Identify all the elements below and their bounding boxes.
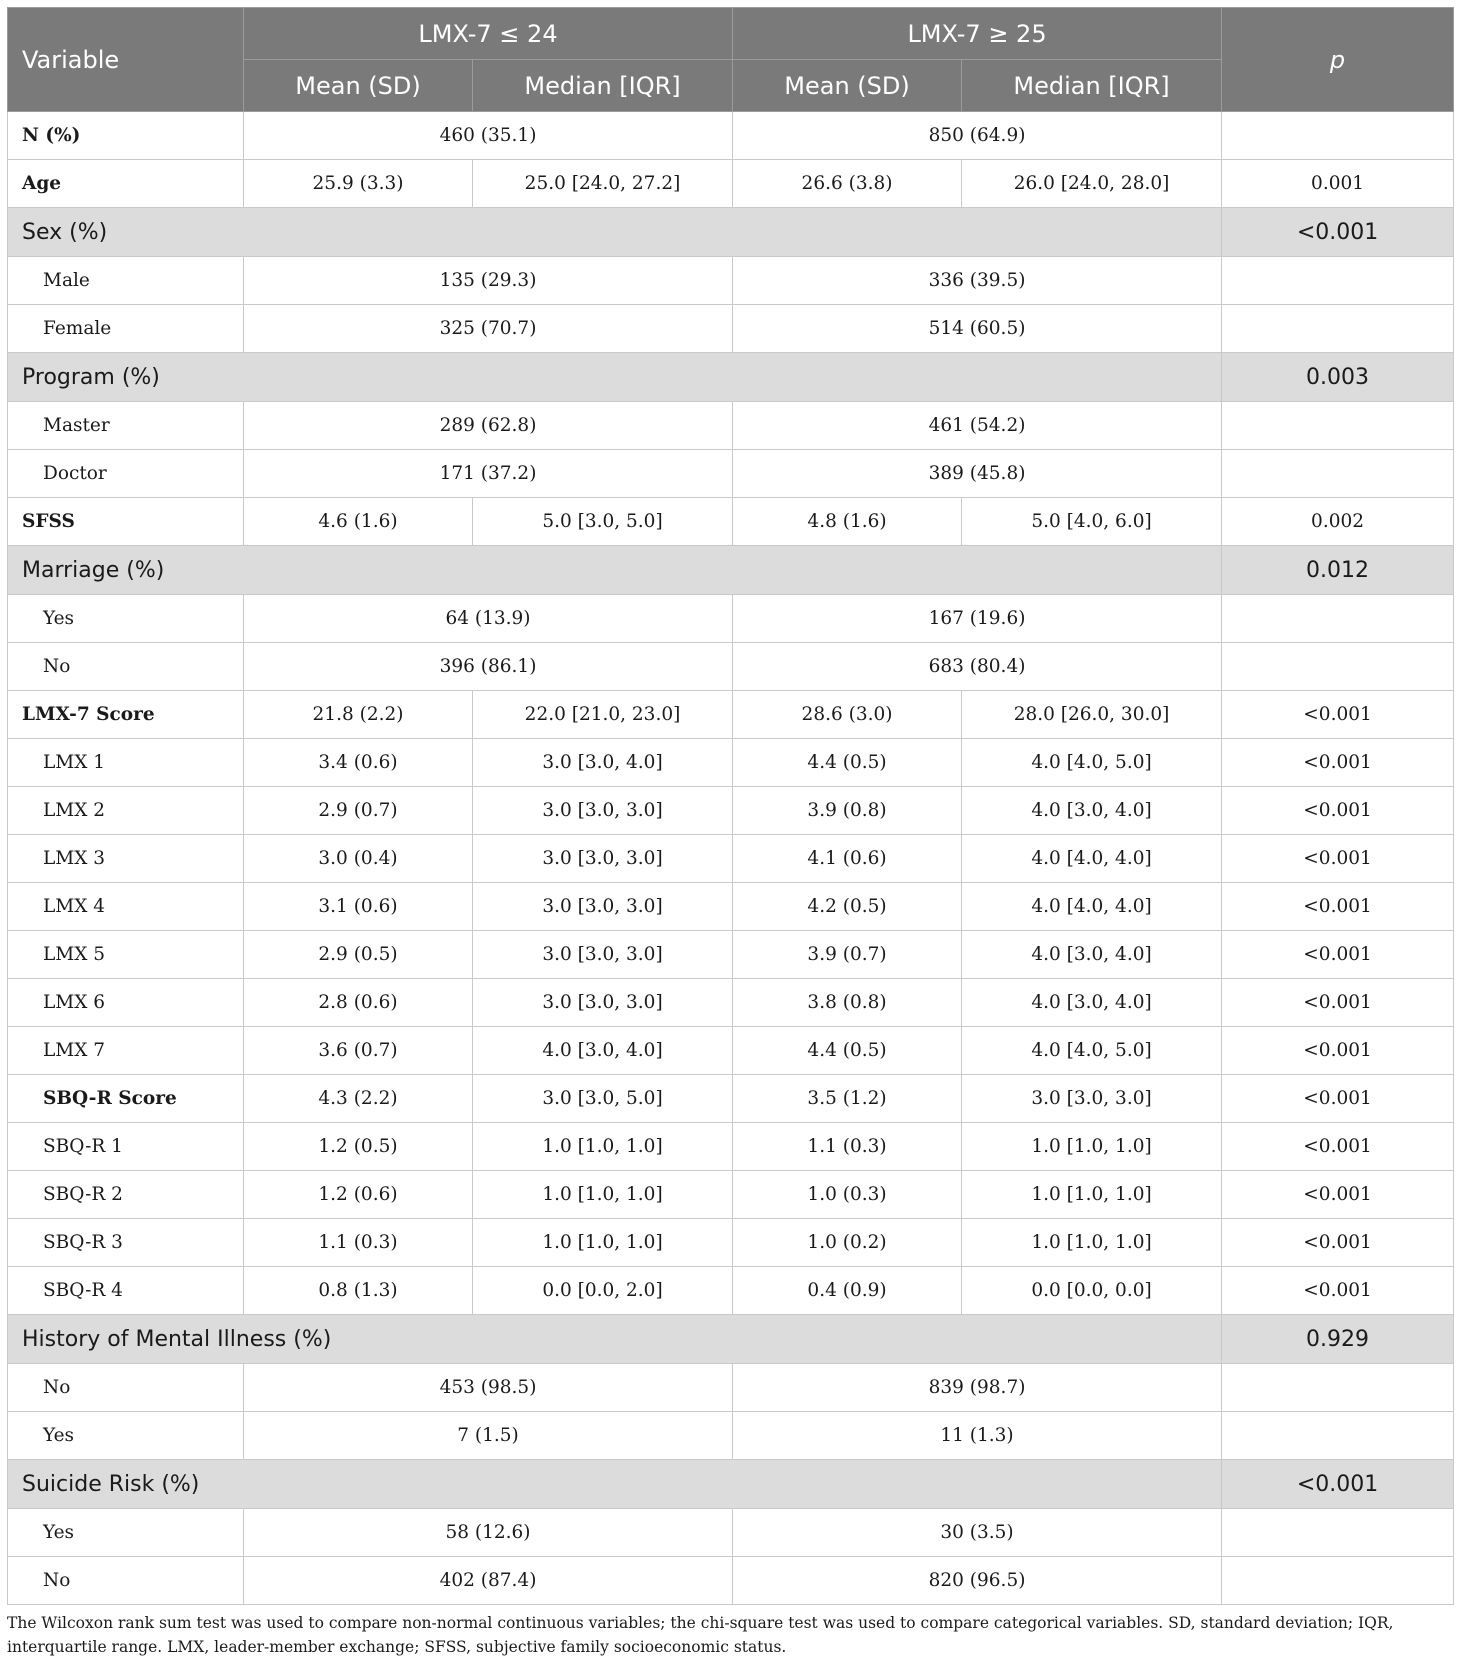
cell-mean-low: 1.2 (0.6) [244, 1171, 473, 1219]
row-label: Doctor [8, 450, 244, 498]
section-row [8, 208, 1454, 257]
cell-group-low: 58 (12.6) [244, 1509, 733, 1557]
cell-mean-high: 1.1 (0.3) [733, 1123, 962, 1171]
cell-mean-high: 26.6 (3.8) [733, 160, 962, 208]
cell-p: <0.001 [1222, 691, 1454, 739]
cell-group-low: 135 (29.3) [244, 257, 733, 305]
data-table [7, 7, 1454, 1605]
cell-group-high: 461 (54.2) [733, 402, 1222, 450]
cell-mean-high: 4.1 (0.6) [733, 835, 962, 883]
cell-group-high: 820 (96.5) [733, 1557, 1222, 1605]
cell-p: <0.001 [1222, 883, 1454, 931]
cell-median-high: 1.0 [1.0, 1.0] [962, 1171, 1222, 1219]
cell-median-low: 1.0 [1.0, 1.0] [473, 1219, 733, 1267]
cell-mean-high: 4.4 (0.5) [733, 739, 962, 787]
row-label: LMX 4 [8, 883, 244, 931]
table-row [8, 1075, 1454, 1123]
header-median-iqr: Median [IQR] [962, 60, 1222, 112]
cell-median-high: 4.0 [3.0, 4.0] [962, 979, 1222, 1027]
cell-group-high: 839 (98.7) [733, 1364, 1222, 1412]
table-container [7, 7, 1453, 1659]
cell-group-low: 171 (37.2) [244, 450, 733, 498]
cell-p: <0.001 [1222, 1027, 1454, 1075]
cell-group-high: 11 (1.3) [733, 1412, 1222, 1460]
cell-p: <0.001 [1222, 979, 1454, 1027]
table-row [8, 835, 1454, 883]
cell-mean-low: 0.8 (1.3) [244, 1267, 473, 1315]
cell-p [1222, 1412, 1454, 1460]
cell-median-high: 4.0 [3.0, 4.0] [962, 931, 1222, 979]
cell-mean-high: 3.8 (0.8) [733, 979, 962, 1027]
cell-p: <0.001 [1222, 931, 1454, 979]
table-row [8, 1027, 1454, 1075]
cell-median-high: 3.0 [3.0, 3.0] [962, 1075, 1222, 1123]
cell-group-low: 289 (62.8) [244, 402, 733, 450]
cell-p: 0.001 [1222, 160, 1454, 208]
header-group-low: LMX-7 ≤ 24 [244, 8, 733, 60]
table-row [8, 1267, 1454, 1315]
row-label: No [8, 1364, 244, 1412]
table-row [8, 691, 1454, 739]
cell-p: <0.001 [1222, 1219, 1454, 1267]
section-label: History of Mental Illness (%) [8, 1315, 1222, 1364]
section-label: Suicide Risk (%) [8, 1460, 1222, 1509]
table-row [8, 1412, 1454, 1460]
row-label: Master [8, 402, 244, 450]
section-row [8, 1315, 1454, 1364]
table-row [8, 931, 1454, 979]
table-row [8, 1364, 1454, 1412]
row-label: Yes [8, 1412, 244, 1460]
cell-group-high: 389 (45.8) [733, 450, 1222, 498]
table-row [8, 1509, 1454, 1557]
table-row [8, 1123, 1454, 1171]
row-label: LMX 6 [8, 979, 244, 1027]
cell-mean-high: 4.2 (0.5) [733, 883, 962, 931]
cell-mean-low: 4.6 (1.6) [244, 498, 473, 546]
cell-mean-low: 3.1 (0.6) [244, 883, 473, 931]
table-row [8, 595, 1454, 643]
table-row [8, 979, 1454, 1027]
cell-mean-high: 3.5 (1.2) [733, 1075, 962, 1123]
row-label: LMX-7 Score [8, 691, 244, 739]
row-label: SBQ-R 3 [8, 1219, 244, 1267]
cell-p [1222, 1364, 1454, 1412]
cell-p [1222, 450, 1454, 498]
row-label: LMX 3 [8, 835, 244, 883]
row-label: Yes [8, 595, 244, 643]
cell-mean-high: 3.9 (0.8) [733, 787, 962, 835]
cell-group-low: 460 (35.1) [244, 112, 733, 160]
cell-mean-low: 1.1 (0.3) [244, 1219, 473, 1267]
cell-median-high: 5.0 [4.0, 6.0] [962, 498, 1222, 546]
section-row [8, 353, 1454, 402]
cell-group-high: 30 (3.5) [733, 1509, 1222, 1557]
cell-mean-high: 28.6 (3.0) [733, 691, 962, 739]
table-row [8, 305, 1454, 353]
table-row [8, 1557, 1454, 1605]
table-row [8, 160, 1454, 208]
row-label: N (%) [8, 112, 244, 160]
cell-group-low: 64 (13.9) [244, 595, 733, 643]
cell-p: <0.001 [1222, 1123, 1454, 1171]
cell-median-high: 4.0 [4.0, 4.0] [962, 835, 1222, 883]
cell-mean-low: 2.9 (0.5) [244, 931, 473, 979]
header-variable: Variable [8, 8, 244, 112]
row-label: SFSS [8, 498, 244, 546]
header-mean-sd: Mean (SD) [244, 60, 473, 112]
cell-median-high: 4.0 [4.0, 5.0] [962, 739, 1222, 787]
section-row [8, 1460, 1454, 1509]
cell-group-high: 167 (19.6) [733, 595, 1222, 643]
cell-mean-low: 2.9 (0.7) [244, 787, 473, 835]
table-row [8, 498, 1454, 546]
table-row [8, 112, 1454, 160]
cell-median-high: 26.0 [24.0, 28.0] [962, 160, 1222, 208]
section-label: Marriage (%) [8, 546, 1222, 595]
cell-median-low: 3.0 [3.0, 3.0] [473, 787, 733, 835]
cell-p: 0.002 [1222, 498, 1454, 546]
cell-mean-high: 1.0 (0.2) [733, 1219, 962, 1267]
cell-mean-low: 3.4 (0.6) [244, 739, 473, 787]
cell-median-high: 28.0 [26.0, 30.0] [962, 691, 1222, 739]
row-label: Yes [8, 1509, 244, 1557]
cell-median-low: 3.0 [3.0, 3.0] [473, 883, 733, 931]
cell-p: 0.003 [1222, 353, 1454, 402]
cell-group-low: 402 (87.4) [244, 1557, 733, 1605]
table-row [8, 402, 1454, 450]
cell-median-high: 4.0 [3.0, 4.0] [962, 787, 1222, 835]
cell-group-high: 850 (64.9) [733, 112, 1222, 160]
cell-median-low: 3.0 [3.0, 5.0] [473, 1075, 733, 1123]
cell-p [1222, 1557, 1454, 1605]
row-label: Age [8, 160, 244, 208]
cell-p: 0.012 [1222, 546, 1454, 595]
cell-median-low: 5.0 [3.0, 5.0] [473, 498, 733, 546]
row-label: SBQ-R Score [8, 1075, 244, 1123]
cell-p: <0.001 [1222, 1267, 1454, 1315]
cell-p: 0.929 [1222, 1315, 1454, 1364]
cell-p [1222, 112, 1454, 160]
table-row [8, 1219, 1454, 1267]
row-label: SBQ-R 4 [8, 1267, 244, 1315]
cell-median-low: 4.0 [3.0, 4.0] [473, 1027, 733, 1075]
row-label: SBQ-R 1 [8, 1123, 244, 1171]
table-row [8, 883, 1454, 931]
cell-mean-low: 3.0 (0.4) [244, 835, 473, 883]
cell-median-high: 1.0 [1.0, 1.0] [962, 1123, 1222, 1171]
cell-p: <0.001 [1222, 1075, 1454, 1123]
cell-mean-high: 3.9 (0.7) [733, 931, 962, 979]
cell-median-low: 22.0 [21.0, 23.0] [473, 691, 733, 739]
cell-median-low: 3.0 [3.0, 4.0] [473, 739, 733, 787]
cell-p: <0.001 [1222, 739, 1454, 787]
cell-p [1222, 257, 1454, 305]
table-row [8, 257, 1454, 305]
section-label: Sex (%) [8, 208, 1222, 257]
table-row [8, 450, 1454, 498]
table-row [8, 643, 1454, 691]
cell-mean-low: 25.9 (3.3) [244, 160, 473, 208]
cell-mean-low: 2.8 (0.6) [244, 979, 473, 1027]
cell-median-low: 3.0 [3.0, 3.0] [473, 835, 733, 883]
cell-median-high: 4.0 [4.0, 4.0] [962, 883, 1222, 931]
row-label: No [8, 1557, 244, 1605]
cell-mean-low: 1.2 (0.5) [244, 1123, 473, 1171]
cell-p: <0.001 [1222, 208, 1454, 257]
section-label: Program (%) [8, 353, 1222, 402]
section-row [8, 546, 1454, 595]
cell-group-high: 683 (80.4) [733, 643, 1222, 691]
cell-group-high: 514 (60.5) [733, 305, 1222, 353]
cell-median-high: 0.0 [0.0, 0.0] [962, 1267, 1222, 1315]
cell-group-high: 336 (39.5) [733, 257, 1222, 305]
table-row [8, 1171, 1454, 1219]
cell-median-low: 1.0 [1.0, 1.0] [473, 1123, 733, 1171]
cell-mean-high: 1.0 (0.3) [733, 1171, 962, 1219]
cell-group-low: 396 (86.1) [244, 643, 733, 691]
row-label: LMX 5 [8, 931, 244, 979]
cell-p [1222, 402, 1454, 450]
row-label: No [8, 643, 244, 691]
cell-median-low: 25.0 [24.0, 27.2] [473, 160, 733, 208]
cell-median-high: 4.0 [4.0, 5.0] [962, 1027, 1222, 1075]
cell-group-low: 453 (98.5) [244, 1364, 733, 1412]
row-label: LMX 7 [8, 1027, 244, 1075]
cell-median-low: 0.0 [0.0, 2.0] [473, 1267, 733, 1315]
table-footnote: The Wilcoxon rank sum test was used to compare non-normal continuous variables; the chi-square test was used to compare categorical variables. SD, standard deviation; IQR, interquartile range. LMX, leader-member exchange; SFSS, subjective family socioeconomic status. [7, 1614, 1394, 1656]
cell-p: <0.001 [1222, 1171, 1454, 1219]
header-group-high: LMX-7 ≥ 25 [733, 8, 1222, 60]
cell-p [1222, 595, 1454, 643]
cell-mean-low: 4.3 (2.2) [244, 1075, 473, 1123]
cell-mean-high: 4.8 (1.6) [733, 498, 962, 546]
cell-group-low: 325 (70.7) [244, 305, 733, 353]
row-label: SBQ-R 2 [8, 1171, 244, 1219]
cell-median-low: 3.0 [3.0, 3.0] [473, 931, 733, 979]
cell-median-low: 1.0 [1.0, 1.0] [473, 1171, 733, 1219]
header-mean-sd: Mean (SD) [733, 60, 962, 112]
cell-p [1222, 305, 1454, 353]
row-label: LMX 2 [8, 787, 244, 835]
cell-p: <0.001 [1222, 835, 1454, 883]
header-p: p [1222, 8, 1454, 112]
cell-p: <0.001 [1222, 1460, 1454, 1509]
header-median-iqr: Median [IQR] [473, 60, 733, 112]
row-label: Female [8, 305, 244, 353]
cell-median-low: 3.0 [3.0, 3.0] [473, 979, 733, 1027]
cell-median-high: 1.0 [1.0, 1.0] [962, 1219, 1222, 1267]
cell-mean-high: 4.4 (0.5) [733, 1027, 962, 1075]
cell-p [1222, 643, 1454, 691]
row-label: LMX 1 [8, 739, 244, 787]
cell-p [1222, 1509, 1454, 1557]
cell-mean-low: 3.6 (0.7) [244, 1027, 473, 1075]
cell-group-low: 7 (1.5) [244, 1412, 733, 1460]
cell-mean-low: 21.8 (2.2) [244, 691, 473, 739]
row-label: Male [8, 257, 244, 305]
cell-p: <0.001 [1222, 787, 1454, 835]
table-row [8, 739, 1454, 787]
table-row [8, 787, 1454, 835]
cell-mean-high: 0.4 (0.9) [733, 1267, 962, 1315]
